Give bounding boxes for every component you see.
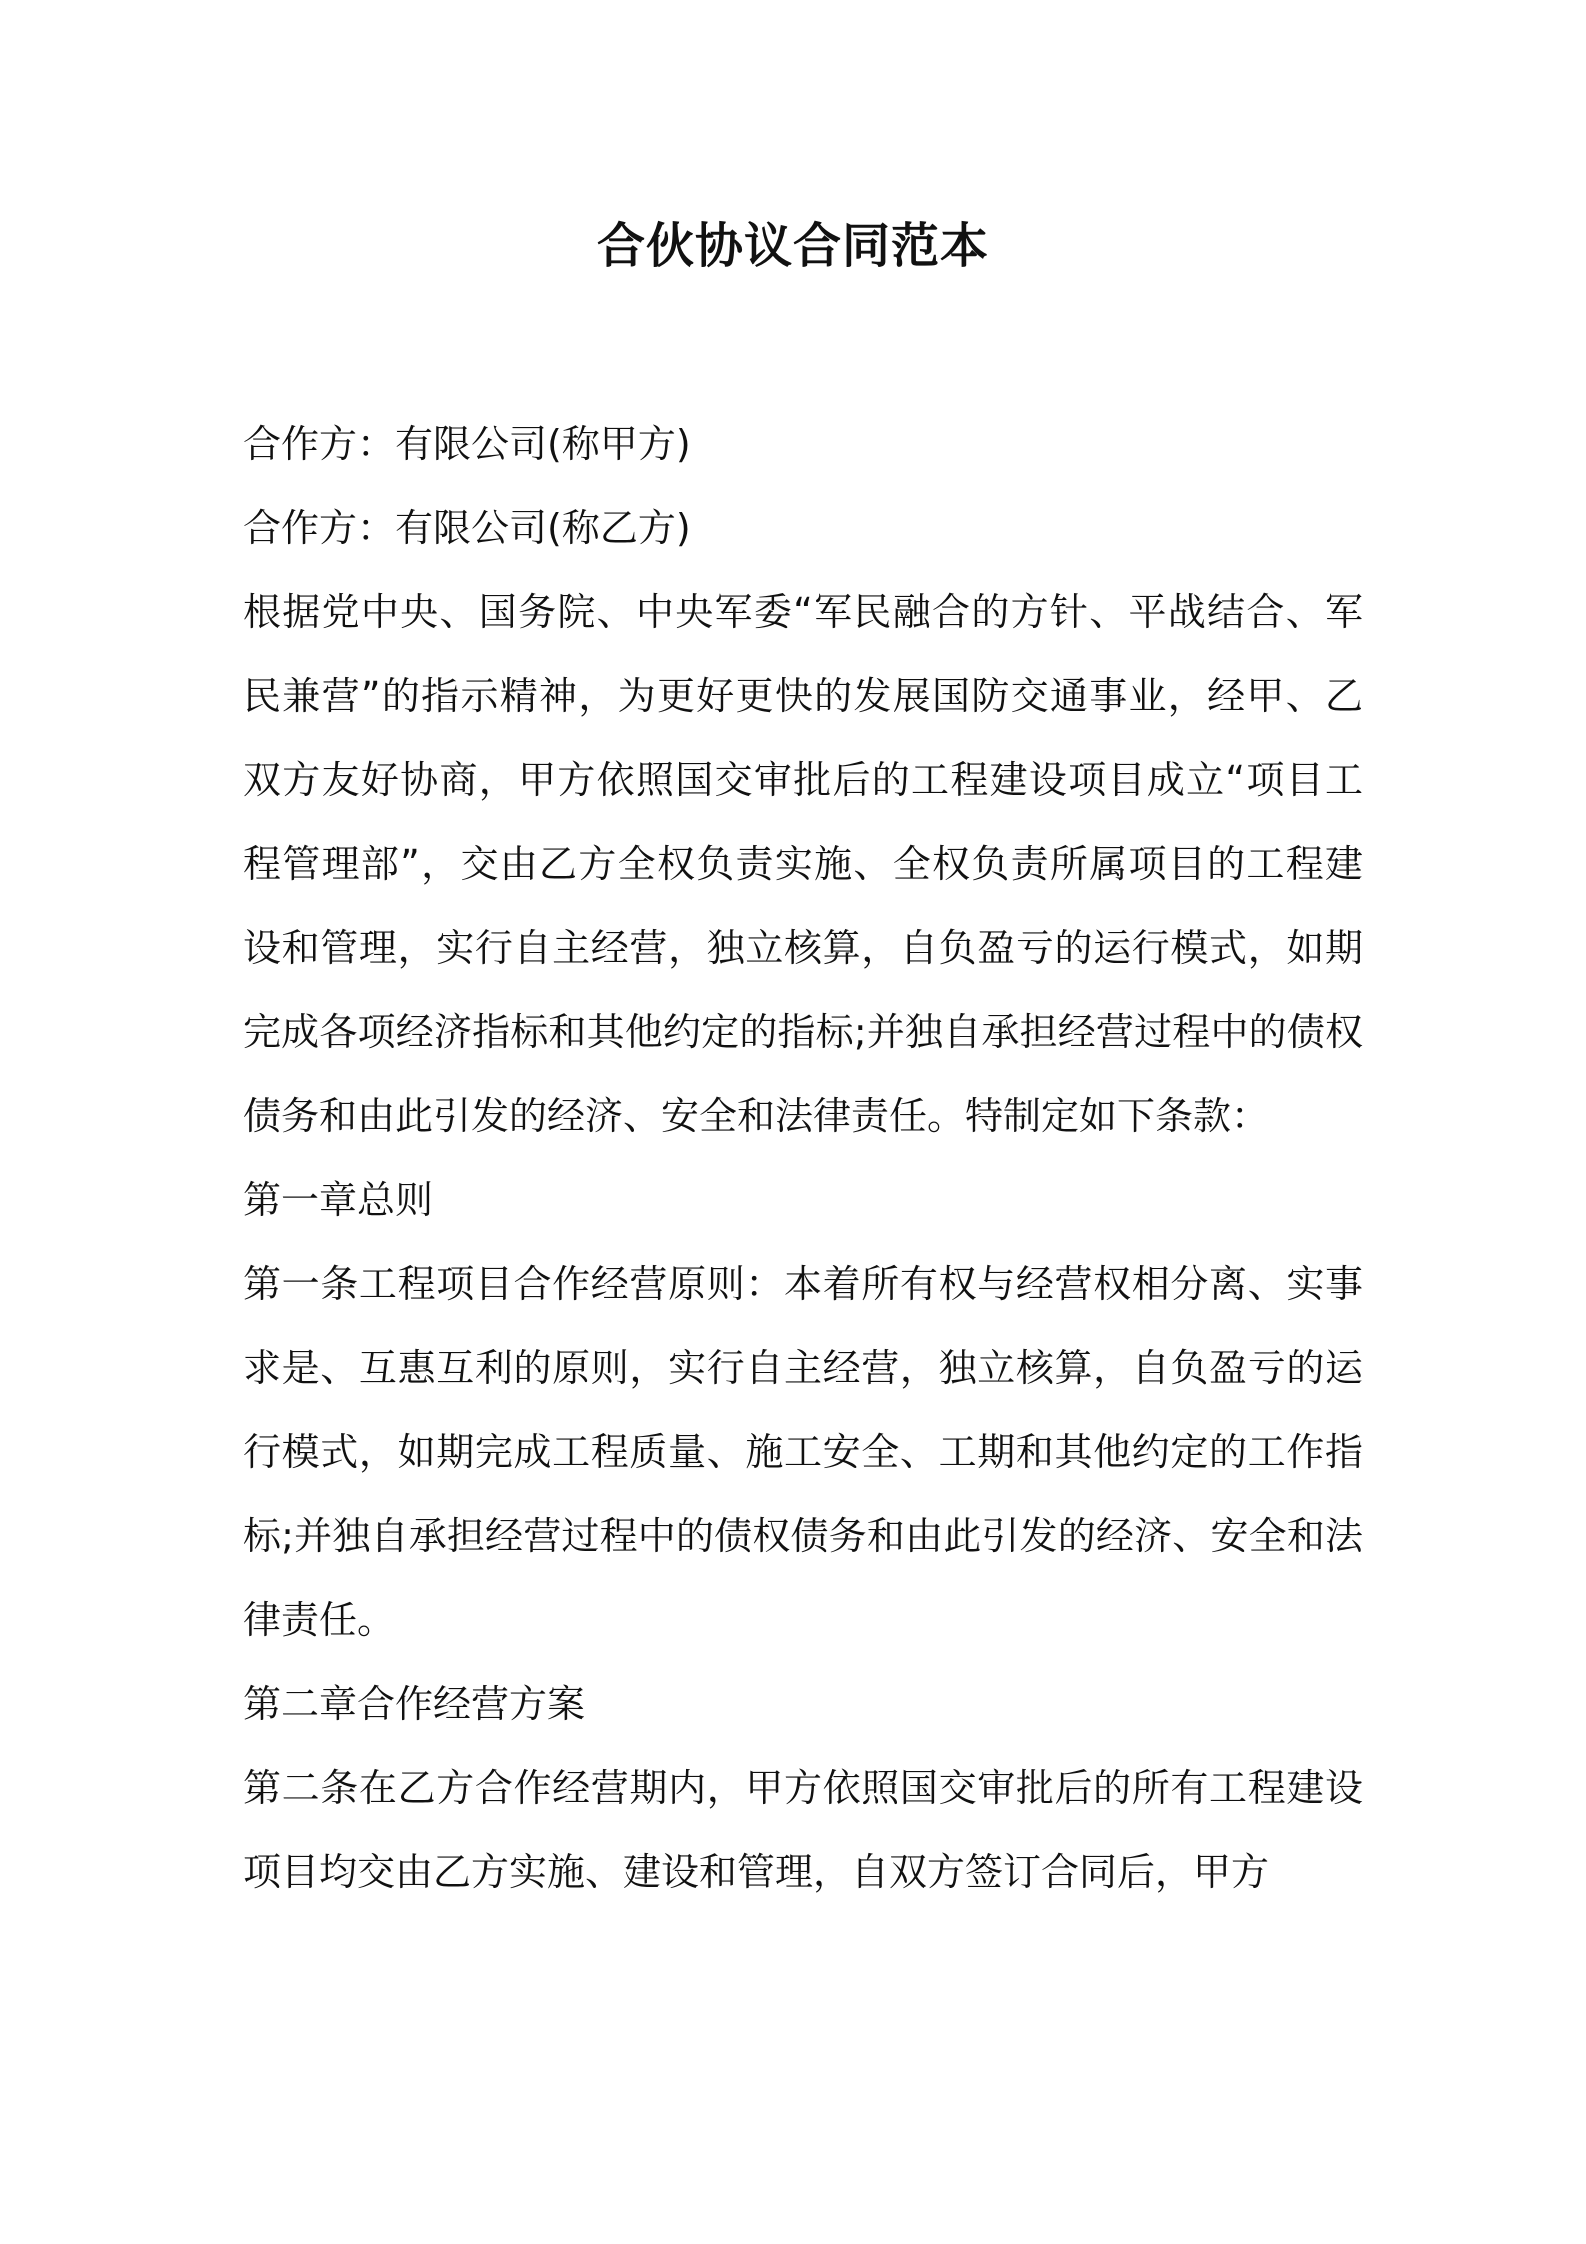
- chapter-two-heading: 第二章合作经营方案: [243, 1682, 586, 1726]
- chapter-one-heading: 第一章总则: [243, 1178, 434, 1222]
- document-title: 合伙协议合同范本: [596, 218, 989, 274]
- document-body: [243, 402, 1363, 1914]
- party-b-line: 合作方：有限公司(称乙方): [243, 506, 691, 550]
- article-two-paragraph: 第二条在乙方合作经营期内，甲方依照国交审批后的所有工程建设项目均交由乙方实施、建设和管理，自双方签订合同后，甲方: [243, 1766, 1363, 1894]
- preamble-paragraph: 根据党中央、国务院、中央军委“军民融合的方针、平战结合、军民兼营”的指示精神，为更好更快的发展国防交通事业，经甲、乙双方友好协商，甲方依照国交审批后的工程建设项目成立“项目工程管理部”，交由乙方全权负责实施、全权负责所属项目的工程建设和管理，实行自主经营，独立核算，自负盈亏的运行模式，如期完成各项经济指标和其他约定的指标;并独自承担经营过程中的债权债务和由此引发的经济、安全和法律责任。特制定如下条款：: [243, 590, 1363, 1138]
- party-a-line: 合作方：有限公司(称甲方): [243, 422, 691, 466]
- article-one-paragraph: 第一条工程项目合作经营原则：本着所有权与经营权相分离、实事求是、互惠互利的原则，实行自主经营，独立核算，自负盈亏的运行模式，如期完成工程质量、施工安全、工期和其他约定的工作指标;并独自承担经营过程中的债权债务和由此引发的经济、安全和法律责任。: [243, 1262, 1363, 1642]
